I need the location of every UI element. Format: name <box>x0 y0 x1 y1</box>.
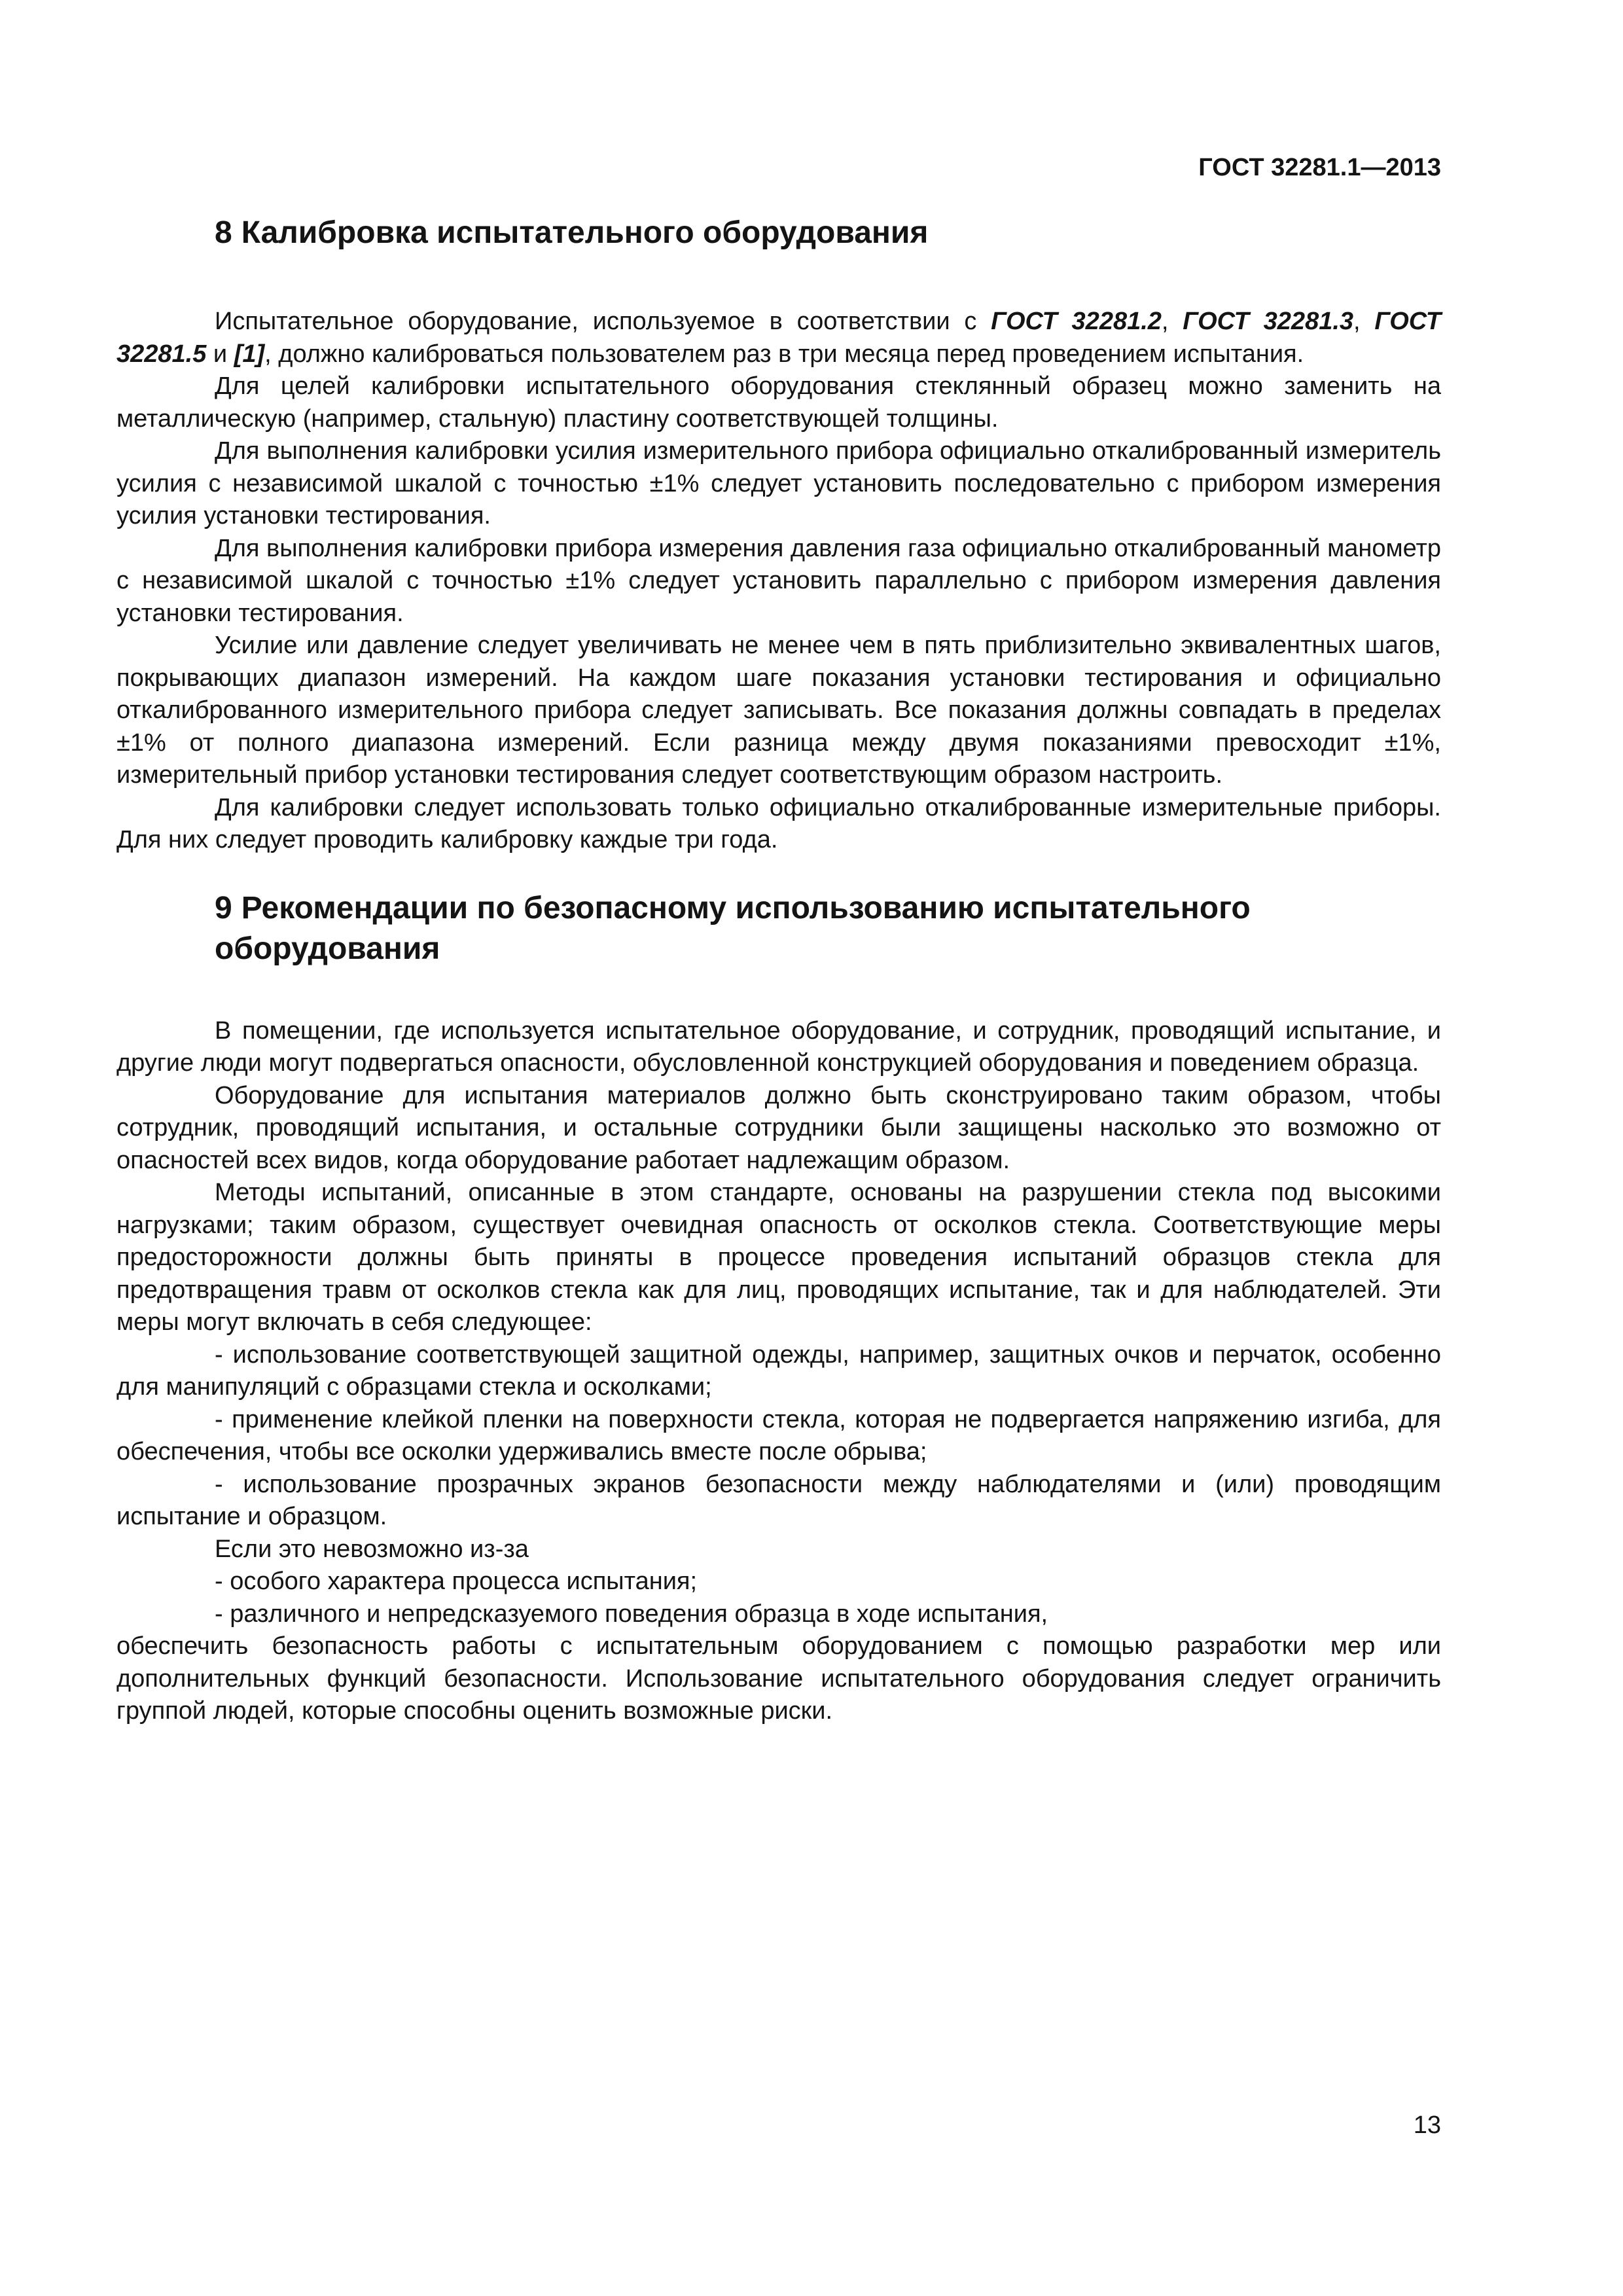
list-item-unpredictable-behavior: - различного и непредсказуемого поведения образца в ходе испытания, <box>215 1600 1048 1628</box>
section-8-paragraph-1 <box>116 306 1441 370</box>
standard-reference: ГОСТ 32281.5 <box>116 308 1441 368</box>
section-8-paragraph-2: Для целей калибровки испытательного оборудования стеклянный образец можно заменить на металлическую (например, стальную) пластину соответствующей толщины. <box>116 372 1441 433</box>
list-item-safety-screens: - использование прозрачных экранов безопасности между наблюдателями и (или) проводящим испытание и образцом. <box>116 1470 1441 1530</box>
section-8-paragraph-4: Для выполнения калибровки прибора измерения давления газа официально откалиброванный манометр с независимой шкалой с точностью ±1% следует установить параллельно с прибором измерения давления установки тестирования. <box>116 534 1441 627</box>
bibliography-reference: [1] <box>234 340 265 368</box>
page-number: 13 <box>1413 2111 1441 2139</box>
section-9-heading <box>116 888 1441 969</box>
paragraph-text: , <box>1161 308 1183 335</box>
section-9-number: 9 <box>215 890 232 925</box>
section-8-heading <box>116 213 1441 253</box>
section-8-paragraph-3: Для выполнения калибровки усилия измерительного прибора официально откалиброванный измеритель усилия с независимой шкалой с точностью ±1% следует установить последовательно с прибором измерения усилия установки тестирования. <box>116 437 1441 529</box>
page-content <box>116 213 1441 1728</box>
section-9-final-paragraph: обеспечить безопасность работы с испытательным оборудованием с помощью разработки мер или дополнительных функций безопасности. Использование испытательного оборудования следует ограничить группой людей, которые способны оценить возможные риски. <box>116 1632 1441 1725</box>
section-9-condition-intro: Если это невозможно из-за <box>215 1535 529 1563</box>
section-8-title: Калибровка испытательного оборудования <box>241 215 929 250</box>
standard-reference: ГОСТ 32281.2 <box>991 308 1162 335</box>
paragraph-text: Испытательное оборудование, используемое в соответствии с <box>215 308 991 335</box>
paragraph-text: , должно калиброваться пользователем раз в три месяца перед проведением испытания. <box>264 340 1304 368</box>
section-9-title: Рекомендации по безопасному использованию испытательного оборудования <box>215 890 1251 966</box>
section-9-paragraph-1: В помещении, где используется испытательное оборудование, и сотрудник, проводящий испытание, и другие люди могут подвергаться опасности, обусловленной конструкцией оборудования и поведением образца. <box>116 1016 1441 1077</box>
list-item-adhesive-film: - применение клейкой пленки на поверхности стекла, которая не подвергается напряжению изгиба, для обеспечения, чтобы все осколки удерживались вместе после обрыва; <box>116 1405 1441 1465</box>
paragraph-text: и <box>206 340 234 368</box>
standard-reference: ГОСТ 32281.3 <box>1183 308 1354 335</box>
list-item-protective-clothing: - использование соответствующей защитной одежды, например, защитных очков и перчаток, особенно для манипуляций с образцами стекла и осколками; <box>116 1340 1441 1401</box>
section-9-paragraph-2: Оборудование для испытания материалов должно быть сконструировано таким образом, чтобы сотрудник, проводящий испытания, и остальные сотрудники были защищены насколько это возможно от опасностей всех видов, когда оборудование работает надлежащим образом. <box>116 1081 1441 1174</box>
list-item-test-nature: - особого характера процесса испытания; <box>215 1568 698 1595</box>
section-8-paragraph-6: Для калибровки следует использовать только официально откалиброванные измерительные приборы. Для них следует проводить калибровку каждые три года. <box>116 793 1441 853</box>
document-code: ГОСТ 32281.1—2013 <box>1198 154 1441 181</box>
section-9-paragraph-3: Методы испытаний, описанные в этом стандарте, основаны на разрушении стекла под высокими нагрузками; таким образом, существует очевидная опасность от осколков стекла. Соответствующие меры предосторожности должны быть приняты в процессе проведения испытаний образцов стекла для предотвращения травм от осколков стекла как для лиц, проводящих испытание, так и для наблюдателей. Эти меры могут включать в себя следующее: <box>116 1179 1441 1336</box>
paragraph-text: , <box>1353 308 1375 335</box>
section-8-paragraph-5: Усилие или давление следует увеличивать не менее чем в пять приблизительно эквивалентных шагов, покрывающих диапазон измерений. На каждом шаге показания установки тестирования и официально откалиброванного измерительного прибора следует записывать. Все показания должны совпадать в пределах ±1% от полного диапазона измерений. Если разница между двумя показаниями превосходит ±1%, измерительный прибор установки тестирования следует соответствующим образом настроить. <box>116 632 1441 789</box>
section-8-number: 8 <box>215 215 232 250</box>
